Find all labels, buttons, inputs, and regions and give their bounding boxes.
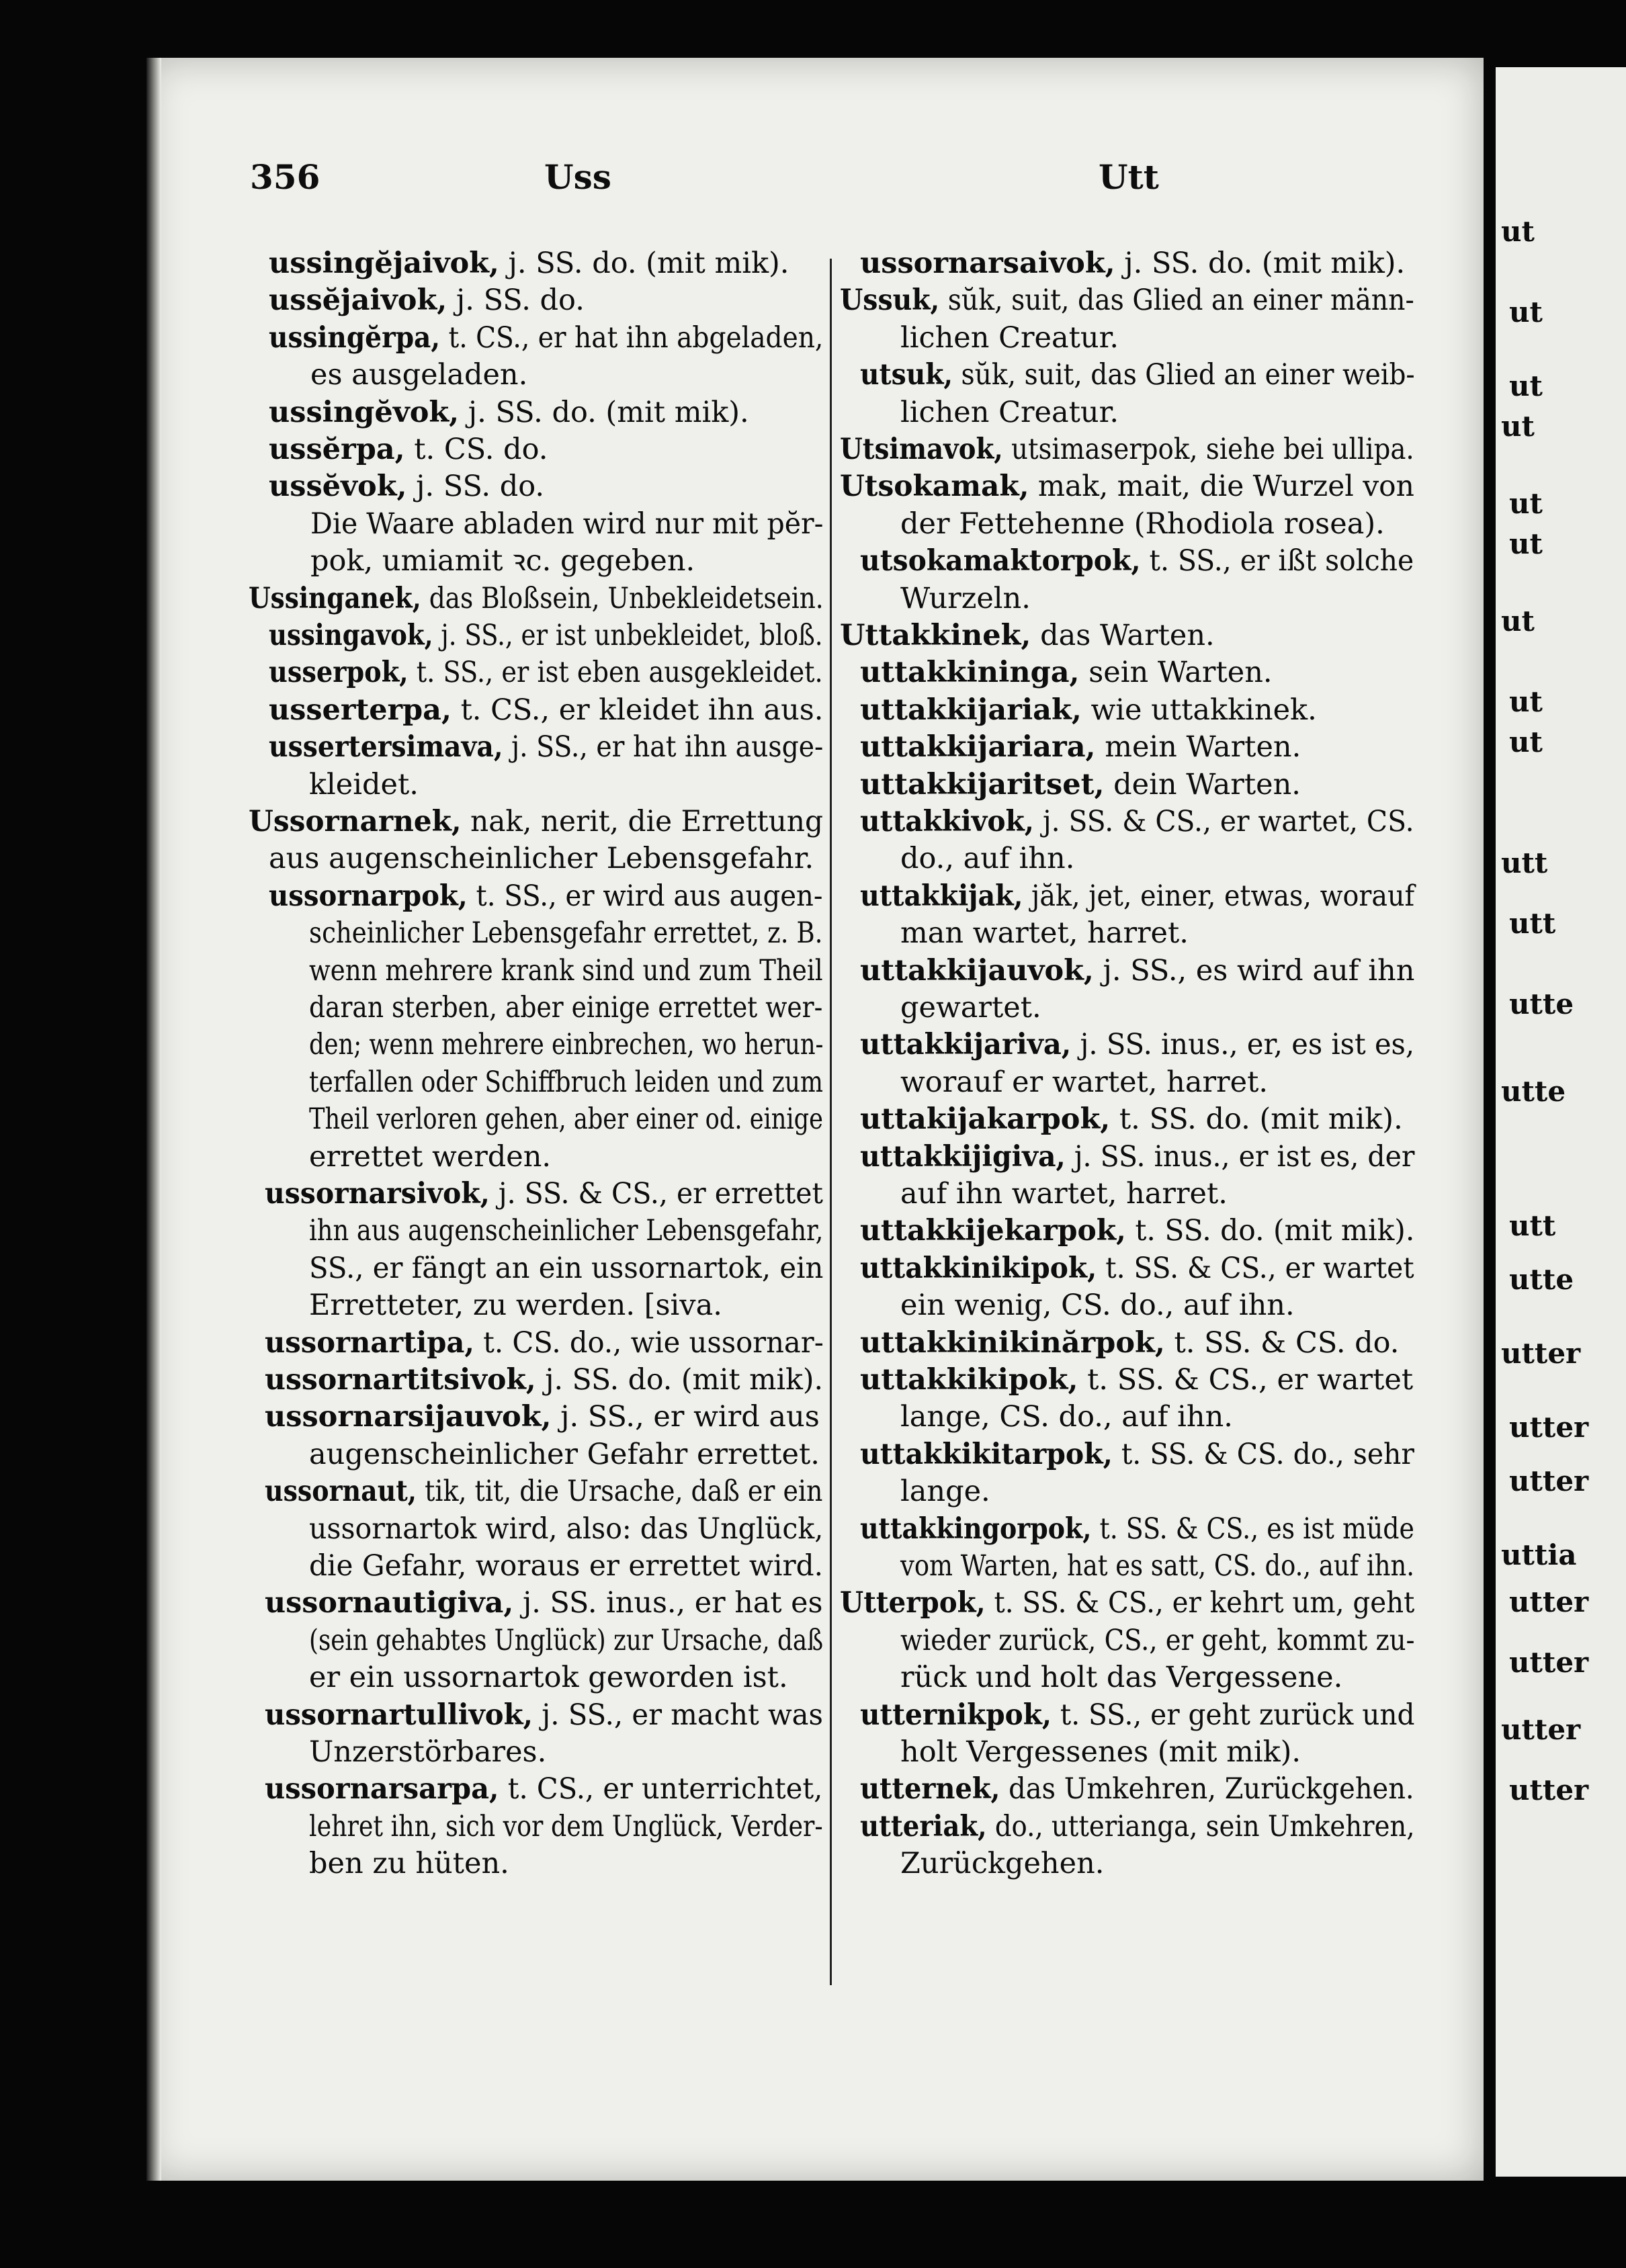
definition-text: sein Warten. [1079,656,1273,690]
definition-text: das Bloßsein, Unbekleidetsein. [421,581,824,615]
definition-text: daran sterben, aber einige errettet wer- [309,991,823,1024]
next-page-fragment: utt [1509,907,1556,940]
definition-text: das Warten. [1031,619,1215,652]
definition-text: t. SS. & CS. do. [1164,1325,1400,1360]
definition-text: gewartet. [900,991,1041,1024]
entry-line [309,1845,509,1882]
definition-text: do., utterianga, sein Umkehren, [986,1809,1415,1843]
definition-text: t. SS. & CS. do., sehr [1112,1437,1414,1471]
next-page-fragment: utte [1509,988,1574,1020]
headword: ussingavok, [269,619,433,652]
headword: utternikpok, [860,1698,1052,1732]
entry-line [840,282,1414,319]
entry-line [309,1287,722,1324]
headword: uttakkininga, [860,656,1080,690]
entry-line [269,729,823,766]
entry-line [265,1176,823,1213]
entry-line [309,1511,823,1548]
definition-text: wie uttakkinek. [1081,693,1317,727]
definition-text: SS., er fängt an ein ussornartok, ein [309,1251,824,1285]
definition-text: Unzerstörbares. [309,1735,547,1769]
entry-line [269,320,823,357]
headword: uttakkijauvok, [860,953,1094,988]
definition-text: ein wenig, CS. do., auf ihn. [900,1289,1295,1323]
definition-text: mak, mait, die Wurzel von [1029,470,1414,504]
entry-line [900,1473,990,1510]
next-page-fragment: uttia [1501,1538,1577,1571]
entry-line [860,1436,1414,1473]
headword: uttakkikipok, [860,1363,1078,1397]
definition-text: das Umkehren, Zurückgehen. [1000,1772,1414,1806]
definition-text: j. SS., er hat ihn ausge- [503,730,824,765]
headword: uttakkinikinărpok, [860,1325,1165,1360]
entry-line [309,990,822,1027]
entry-line [269,468,544,505]
entry-line [860,1325,1399,1362]
headword: ussornarsarpa, [265,1772,499,1806]
headword: uttakkinikipok, [860,1251,1097,1285]
entry-line [900,1287,1295,1324]
headword: ussornartipa, [265,1325,474,1360]
definition-text: scheinlicher Lebensgefahr errettet, z. B. [309,916,823,951]
entry-line [900,840,1074,877]
definition-text: (sein gehabtes Unglück) zur Ursache, daß [309,1623,824,1657]
entry-line [860,1511,1414,1548]
entry-line [310,543,695,580]
entry-line [269,394,749,431]
entry-line [840,617,1215,654]
definition-text: den; wenn mehrere einbrechen, wo herun- [309,1028,824,1062]
next-page-fragment: utter [1509,1411,1589,1444]
definition-text: lehret ihn, sich vor dem Unglück, Verder- [309,1809,823,1843]
next-page-fragment: ut [1501,215,1535,248]
headword: utsuk, [860,358,953,392]
definition-text: j. SS., es wird auf ihn [1093,953,1415,988]
headword: uttakkijariara, [860,730,1096,765]
entry-line [900,1176,1228,1213]
next-page-fragment: ut [1509,369,1543,402]
guide-word-left: Uss [544,157,611,197]
entry-line [309,1139,551,1176]
definition-text: die Gefahr, woraus er errettet wird. [309,1549,824,1583]
entry-line [860,1771,1414,1808]
definition-text: t. CS. do., wie ussornar- [474,1325,824,1360]
headword: usserterpa, [269,693,452,727]
entry-line [860,953,1414,990]
definition-text: j. SS. inus., er ist es, der [1065,1139,1415,1174]
entry-line [309,1250,823,1287]
definition-text: Erretteter, zu werden. [siva. [309,1289,722,1323]
entry-line [860,878,1414,915]
definition-text: ussornartok wird, also: das Unglück, [309,1512,824,1546]
entry-line [269,282,585,319]
entry-line [309,1622,823,1659]
next-page-fragment: utter [1509,1465,1589,1497]
next-page-edge [1496,67,1626,2177]
definition-text: j. SS. do. (mit mik). [1115,247,1406,280]
definition-text: pok, umiamit ꝛc. gegeben. [310,544,695,578]
page-number: 356 [250,157,320,197]
definition-text: j. SS. do. [447,284,585,318]
entry-line [900,580,1031,617]
definition-text: t. SS. do. (mit mik). [1110,1102,1403,1137]
headword: uttakkikitarpok, [860,1437,1113,1471]
entry-line [265,1585,822,1622]
entry-line [860,1250,1414,1287]
definition-text: t. SS., er geht zurück und [1051,1698,1415,1732]
entry-line [860,1213,1414,1250]
entry-line [860,245,1405,282]
headword: Uttakkinek, [840,619,1031,652]
headword: Utsokamak, [840,470,1029,504]
entry-line [860,1808,1415,1845]
next-page-fragment: ut [1509,487,1543,520]
headword: ussornarsivok, [265,1177,490,1211]
entry-line [309,1548,823,1585]
headword: ussornartullivok, [265,1698,533,1732]
definition-text: nak, nerit, die Errettung [461,805,824,838]
entry-line [900,1734,1301,1771]
headword: ussingĕrpa, [269,320,441,355]
next-page-fragment: ut [1509,685,1543,718]
definition-text: utsimaserpok, siehe bei ullipa. [1002,433,1414,466]
definition-text: t. SS. do. (mit mik). [1125,1214,1415,1248]
definition-text: t. SS., er ißt solche [1140,544,1414,578]
next-page-fragment: utter [1509,1585,1589,1618]
definition-text: j. SS. & CS., er wartet, CS. [1033,805,1414,838]
entry-line [860,767,1301,803]
entry-line [900,990,1041,1027]
headword: uttakkingorpok, [860,1512,1092,1546]
definition-text: t. SS. & CS., er wartet [1097,1251,1414,1285]
definition-text: t. CS., er unterrichtet, [499,1772,823,1806]
definition-text: sŭk, suit, das Glied an einer männ- [939,284,1414,318]
next-page-fragment: ut [1501,410,1535,443]
entry-line [900,320,1119,357]
entry-line [860,1697,1414,1734]
headword: ussĕrpa, [269,433,405,466]
definition-text: t. CS., er kleidet ihn aus. [451,693,824,727]
entry-line [269,245,789,282]
headword: ussertersimava, [269,730,503,765]
entry-line [860,1101,1403,1138]
headword: uttakkivok, [860,805,1034,838]
definition-text: lange. [900,1475,990,1509]
definition-text: worauf er wartet, harret. [900,1065,1269,1099]
headword: ussornartitsivok, [265,1363,536,1397]
entry-line [309,1808,823,1845]
definition-text: jăk, jet, einer, etwas, worauf [1023,879,1415,913]
entry-line [265,1473,822,1510]
headword: ussingĕvok, [269,395,460,429]
definition-text: t. SS. & CS., er kehrt um, geht [985,1586,1415,1620]
entry-line [900,1845,1104,1882]
entry-line [900,1064,1268,1101]
entry-line [265,1771,822,1808]
definition-text: wenn mehrere krank sind und zum Theil [309,953,823,988]
definition-text: t. CS., er hat ihn abgeladen, [440,320,824,355]
entry-line [840,1585,1414,1622]
headword: usserpok, [269,656,409,690]
headword: ussornaut, [265,1475,417,1509]
definition-text: t. SS., er ist eben ausgekleidet. [408,656,823,690]
definition-text: j. SS. do. [406,470,545,504]
column-divider [830,259,832,1985]
entry-line [309,1213,823,1250]
headword: utsokamaktorpok, [860,544,1141,578]
headword: uttakkijaritset, [860,767,1105,801]
headword: utteriak, [860,1809,987,1843]
entry-line [265,1362,823,1399]
entry-line [265,1399,820,1436]
definition-text: aus augenscheinlicher Lebensgefahr. [269,842,814,876]
definition-text: wieder zurück, CS., er geht, kommt zu- [900,1623,1415,1657]
entry-line [309,767,419,803]
definition-text: mein Warten. [1095,730,1301,765]
definition-text: j. SS., er ist unbekleidet, bloß. [433,619,823,652]
next-page-fragment: utte [1509,1263,1574,1296]
definition-text: es ausgeladen. [310,358,528,392]
definition-text: tik, tit, die Ursache, daß er ein [417,1475,823,1509]
definition-text: Die Waare abladen wird nur mit pĕr- [310,507,824,541]
entry-line [249,803,823,840]
definition-text: j. SS. & CS., er errettet [489,1177,823,1211]
definition-text: j. SS., er wird aus [551,1400,820,1434]
entry-line [840,431,1414,468]
next-page-fragment: utter [1501,1337,1581,1370]
entry-line [860,803,1414,840]
headword: uttakkijigiva, [860,1139,1066,1174]
entry-line [900,394,1119,431]
definition-text: j. SS. do. (mit mik). [536,1363,824,1397]
entry-line [860,654,1273,691]
definition-text: rück und holt das Vergessene. [900,1661,1343,1695]
entry-line [309,1064,823,1101]
headword: Ussornarnek, [249,805,462,838]
definition-text: Wurzeln. [900,581,1031,615]
next-page-fragment: utt [1501,846,1548,879]
entry-line [265,1697,823,1734]
entry-line [900,1548,1414,1585]
definition-text: der Fettehenne (Rhodiola rosea). [900,507,1385,541]
entry-line [860,1027,1414,1063]
entry-line [269,840,814,877]
entry-line [249,580,824,617]
headword: uttakkijariak, [860,693,1082,727]
entry-line [840,468,1414,505]
headword: ussornarsijauvok, [265,1400,552,1434]
definition-text: dein Warten. [1104,767,1301,801]
entry-line [860,729,1301,766]
headword: Utterpok, [840,1586,986,1620]
definition-text: j. SS. do. (mit mik). [499,247,789,280]
definition-text: sŭk, suit, das Glied an einer weib- [953,358,1415,392]
next-page-fragment: ut [1509,527,1543,560]
entry-line [309,1436,820,1473]
entry-line [309,1027,823,1063]
entry-line [900,915,1189,952]
headword: ussornarpok, [269,879,468,913]
entry-line [860,692,1317,729]
entry-line [269,878,822,915]
definition-text: j. SS. inus., er hat es [513,1586,823,1620]
definition-text: errettet werden. [309,1139,552,1174]
definition-text: ihn aus augenscheinlicher Lebensgefahr, [309,1214,824,1248]
definition-text: t. SS. & CS., er wartet [1078,1363,1414,1397]
next-page-fragment: utter [1509,1646,1589,1679]
definition-text: lange, CS. do., auf ihn. [900,1400,1233,1434]
headword: ussĕjaivok, [269,284,447,318]
definition-text: lichen Creatur. [900,395,1119,429]
entry-line [269,617,823,654]
entry-line [309,915,822,952]
next-page-fragment: ut [1501,605,1535,638]
headword: uttakkijariva, [860,1028,1072,1062]
definition-text: vom Warten, hat es satt, CS. do., auf ihn. [900,1549,1415,1583]
entry-line [900,1622,1415,1659]
headword: uttakijakarpok, [860,1102,1111,1137]
definition-text: terfallen oder Schiffbruch leiden und zum [309,1065,824,1099]
entry-line [309,1101,823,1138]
entry-line [900,1399,1233,1436]
definition-text: ben zu hüten. [309,1847,509,1881]
headword: uttakkijekarpok, [860,1214,1126,1248]
headword: ussĕvok, [269,470,407,504]
definition-text: Theil verloren gehen, aber einer od. einige [309,1102,824,1137]
next-page-fragment: utt [1509,1209,1556,1242]
entry-line [309,1659,788,1696]
headword: uttakkijak, [860,879,1023,913]
definition-text: er ein ussornartok geworden ist. [309,1661,788,1695]
definition-text: holt Vergessenes (mit mik). [900,1735,1301,1769]
headword: ussingĕjaivok, [269,247,499,280]
entry-line [900,506,1385,543]
definition-text: t. SS. & CS., es ist müde [1091,1512,1414,1546]
definition-text: augenscheinlicher Gefahr errettet. [309,1437,820,1471]
entry-line [309,953,823,990]
entry-line [310,506,823,543]
entry-line [269,692,823,729]
next-page-fragment: utter [1509,1774,1589,1806]
entry-line [860,1362,1413,1399]
headword: Ussuk, [840,284,940,318]
definition-text: j. SS. do. (mit mik). [459,395,749,429]
entry-line [860,357,1415,394]
definition-text: t. CS. do. [404,433,548,466]
entry-line [265,1325,824,1362]
headword: ussornautigiva, [265,1586,514,1620]
definition-text: man wartet, harret. [900,916,1189,951]
definition-text: kleidet. [309,767,419,801]
entry-line [900,1659,1342,1696]
guide-word-right: Utt [1099,157,1159,197]
entry-line [309,1734,546,1771]
entry-line [860,1139,1415,1176]
definition-text: auf ihn wartet, harret. [900,1177,1228,1211]
entry-line [860,543,1414,580]
definition-text: t. SS., er wird aus augen- [467,879,823,913]
definition-text: do., auf ihn. [900,842,1075,876]
definition-text: Zurückgehen. [900,1847,1105,1881]
next-page-fragment: utte [1501,1075,1566,1108]
headword: Ussinganek, [249,581,421,615]
next-page-fragment: ut [1509,296,1543,329]
definition-text: j. SS., er macht was [533,1698,823,1732]
headword: ussornarsaivok, [860,247,1115,280]
entry-line [310,357,527,394]
definition-text: j. SS. inus., er, es ist es, [1071,1028,1415,1062]
headword: Utsimavok, [840,433,1003,466]
entry-line [269,431,548,468]
definition-text: lichen Creatur. [900,320,1119,355]
next-page-fragment: ut [1509,726,1543,758]
entry-line [269,654,823,691]
headword: utternek, [860,1772,1000,1806]
next-page-fragment: utter [1501,1713,1581,1746]
